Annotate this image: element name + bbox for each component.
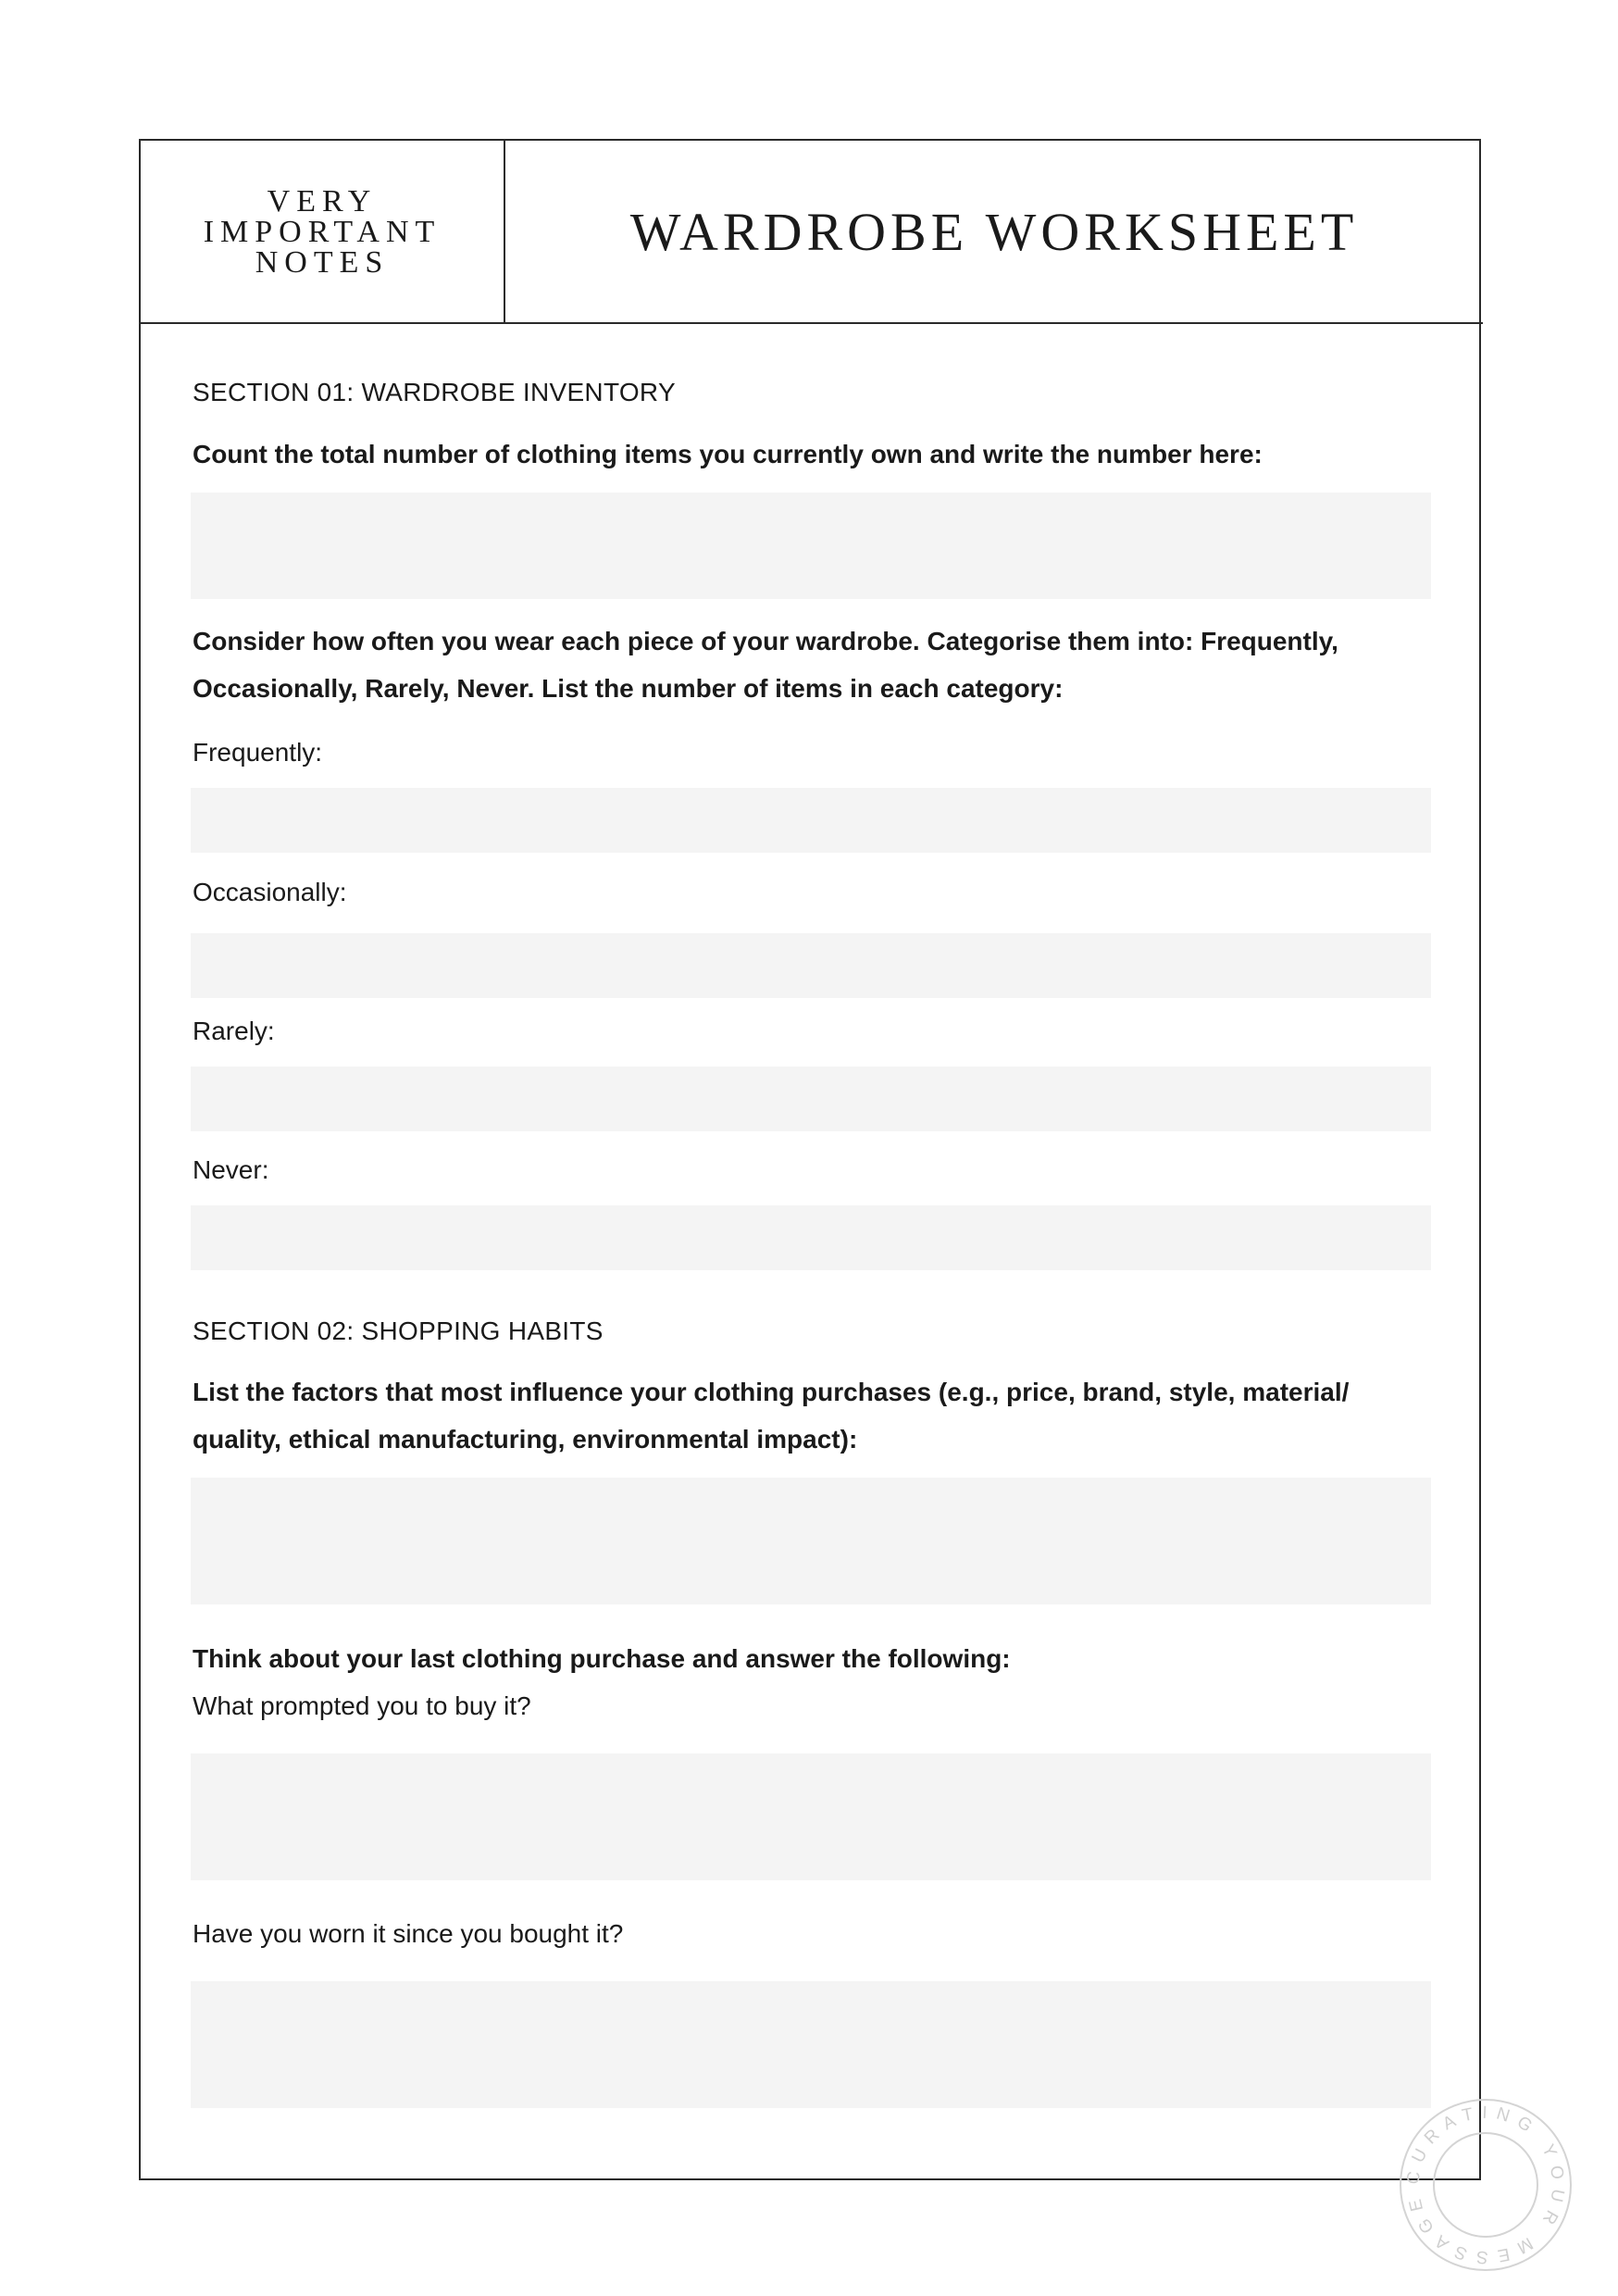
brand-line-2: IMPORTANT xyxy=(203,214,442,249)
total-items-answer-box[interactable] xyxy=(191,493,1431,599)
section-2-question-factors xyxy=(193,1368,1349,1463)
page-title: WARDROBE WORKSHEET xyxy=(629,201,1359,262)
frequently-label: Frequently: xyxy=(193,738,323,767)
section-2-heading: SECTION 02: SHOPPING HABITS xyxy=(193,1316,604,1345)
section-2-question-last-purchase: Think about your last clothing purchase and answer the following: xyxy=(193,1644,1011,1673)
worksheet-header xyxy=(141,141,1483,324)
svg-text:CURATING YOUR MESSAGE xyxy=(1403,2103,1567,2267)
stamp-text: CURATING YOUR MESSAGE xyxy=(1403,2103,1568,2267)
prompted-question-label: What prompted you to buy it? xyxy=(193,1691,531,1720)
worn-answer-box[interactable] xyxy=(191,1981,1431,2108)
question-factors-line-1: List the factors that most influence your clothing purchases (e.g., price, brand, style, material/ xyxy=(193,1378,1350,1406)
never-answer-box[interactable] xyxy=(191,1205,1431,1270)
stamp-logo xyxy=(1398,2097,1574,2273)
section-1-question-total: Count the total number of clothing items you currently own and write the number here: xyxy=(193,440,1263,468)
section-1-heading: SECTION 01: WARDROBE INVENTORY xyxy=(193,378,676,406)
occasionally-label: Occasionally: xyxy=(193,878,347,906)
occasionally-answer-box[interactable] xyxy=(191,933,1431,998)
brand-line-1: VERY xyxy=(267,183,378,218)
rarely-answer-box[interactable] xyxy=(191,1067,1431,1131)
worn-question-label: Have you worn it since you bought it? xyxy=(193,1919,624,1948)
question-factors-line-2: quality, ethical manufacturing, environmental impact): xyxy=(193,1425,858,1454)
factors-answer-box[interactable] xyxy=(191,1478,1431,1604)
section-1-question-frequency xyxy=(193,618,1338,712)
rarely-label: Rarely: xyxy=(193,1017,275,1045)
prompted-answer-box[interactable] xyxy=(191,1753,1431,1880)
frequently-answer-box[interactable] xyxy=(191,788,1431,853)
brand-logo xyxy=(141,141,505,322)
never-label: Never: xyxy=(193,1155,269,1184)
brand-line-3: NOTES xyxy=(255,244,390,280)
question-frequency-line-1: Consider how often you wear each piece of your wardrobe. Categorise them into: Frequently, xyxy=(193,627,1338,655)
curating-your-message-stamp xyxy=(1398,2097,1574,2273)
question-frequency-line-2: Occasionally, Rarely, Never. List the number of items in each category: xyxy=(193,674,1064,703)
